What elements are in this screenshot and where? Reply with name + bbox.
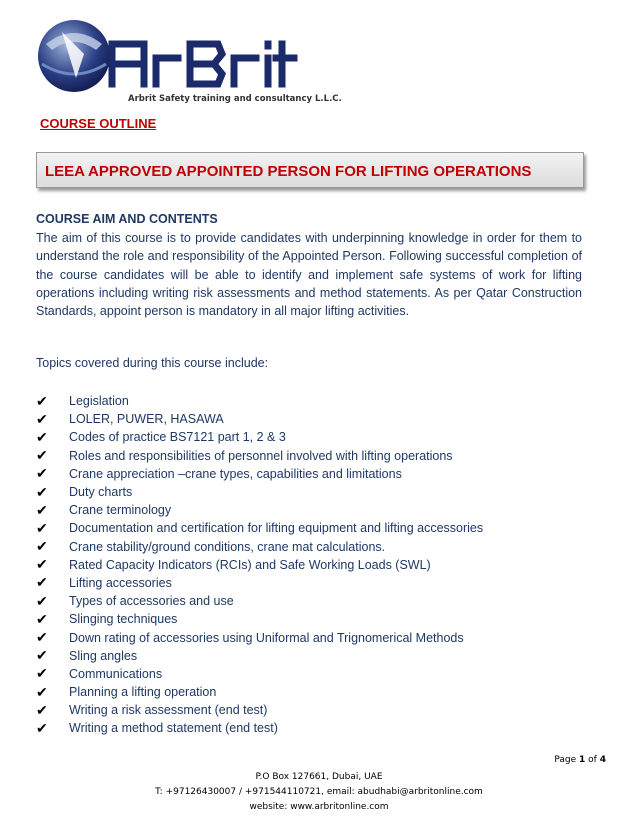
list-item — [36, 665, 483, 683]
topic-list — [36, 392, 483, 738]
checkmark-icon: ✔ — [36, 501, 48, 518]
checkmark-icon: ✔ — [36, 392, 48, 409]
topic-label: Duty charts — [69, 485, 133, 500]
checkmark-icon: ✔ — [36, 574, 48, 591]
list-item — [36, 574, 483, 592]
page-of: of — [588, 755, 597, 765]
topic-label: Lifting accessories — [69, 575, 172, 590]
topic-label: Writing a method statement (end test) — [69, 721, 278, 736]
list-item — [36, 483, 483, 501]
topic-label: Crane terminology — [69, 503, 172, 518]
list-item — [36, 610, 483, 628]
checkmark-icon: ✔ — [36, 483, 48, 500]
list-item — [36, 683, 483, 701]
list-item — [36, 647, 483, 665]
list-item — [36, 465, 483, 483]
topics-intro: Topics covered during this course include: — [36, 356, 269, 370]
list-item — [36, 556, 483, 574]
arbrit-logo-mark — [32, 14, 302, 94]
page-number — [554, 755, 606, 765]
topic-label: Sling angles — [69, 648, 138, 663]
checkmark-icon: ✔ — [36, 665, 48, 682]
list-item — [36, 392, 483, 410]
checkmark-icon: ✔ — [36, 610, 48, 627]
topic-label: Crane appreciation –crane types, capabilities and limitations — [69, 466, 402, 481]
list-item — [36, 428, 483, 446]
footer-website: website: www.arbritonline.com — [249, 802, 389, 812]
checkmark-icon: ✔ — [36, 538, 48, 555]
checkmark-icon: ✔ — [36, 410, 48, 427]
checkmark-icon: ✔ — [36, 447, 48, 464]
checkmark-icon: ✔ — [36, 629, 48, 646]
checkmark-icon: ✔ — [36, 465, 48, 482]
topic-label: Writing a risk assessment (end test) — [69, 703, 268, 718]
topic-label: Communications — [69, 666, 163, 681]
page-label: Page — [554, 755, 577, 765]
list-item — [36, 628, 483, 646]
list-item — [36, 519, 483, 537]
aim-paragraph: The aim of this course is to provide candidates with underpinning knowledge in order for them to understand the role and responsibility of the Appointed Person. Following successful completion of the course candidates will be able to identify and implement safe systems of work for lifting operations including writing risk assessments and method statements. As per Qatar Construction Standards, appoint person is mandatory in all major lifting activities. — [36, 231, 582, 319]
aim-heading: COURSE AIM AND CONTENTS — [36, 212, 218, 226]
checkmark-icon: ✔ — [36, 719, 48, 736]
list-item — [36, 410, 483, 428]
course-title-banner — [36, 152, 584, 188]
footer-address: P.O Box 127661, Dubai, UAE — [255, 772, 383, 782]
topic-label: LOLER, PUWER, HASAWA — [69, 412, 224, 427]
company-name: Arbrit Safety training and consultancy L.L.C. — [128, 94, 342, 104]
course-title: LEEA APPROVED APPOINTED PERSON FOR LIFTING OPERATIONS — [45, 163, 532, 180]
list-item — [36, 501, 483, 519]
list-item — [36, 538, 483, 556]
topic-label: Codes of practice BS7121 part 1, 2 & 3 — [69, 430, 286, 445]
section-label: COURSE OUTLINE — [40, 116, 157, 131]
topic-label: Documentation and certification for lifting equipment and lifting accessories — [69, 521, 484, 536]
checkmark-icon: ✔ — [36, 683, 48, 700]
checkmark-icon: ✔ — [36, 701, 48, 718]
topic-label: Rated Capacity Indicators (RCIs) and Safe Working Loads (SWL) — [69, 557, 431, 572]
page-current: 1 — [579, 755, 586, 765]
list-item — [36, 719, 483, 737]
company-logo — [32, 14, 342, 106]
checkmark-icon: ✔ — [36, 592, 48, 609]
checkmark-icon: ✔ — [36, 647, 48, 664]
topic-label: Down rating of accessories using Uniformal and Trignomerical Methods — [69, 630, 464, 645]
list-item — [36, 447, 483, 465]
topic-label: Roles and responsibilities of personnel involved with lifting operations — [69, 448, 453, 463]
page-total: 4 — [599, 755, 606, 765]
footer-contact: T: +97126430007 / +971544110721, email: abudhabi@arbritonline.com — [155, 787, 483, 797]
checkmark-icon: ✔ — [36, 428, 48, 445]
checkmark-icon: ✔ — [36, 556, 48, 573]
topic-label: Slinging techniques — [69, 612, 178, 627]
topic-label: Types of accessories and use — [69, 594, 234, 609]
topic-label: Planning a lifting operation — [69, 685, 217, 700]
list-item — [36, 701, 483, 719]
checkmark-icon: ✔ — [36, 519, 48, 536]
topic-label: Legislation — [69, 394, 129, 409]
topic-label: Crane stability/ground conditions, crane mat calculations. — [69, 539, 386, 554]
list-item — [36, 592, 483, 610]
